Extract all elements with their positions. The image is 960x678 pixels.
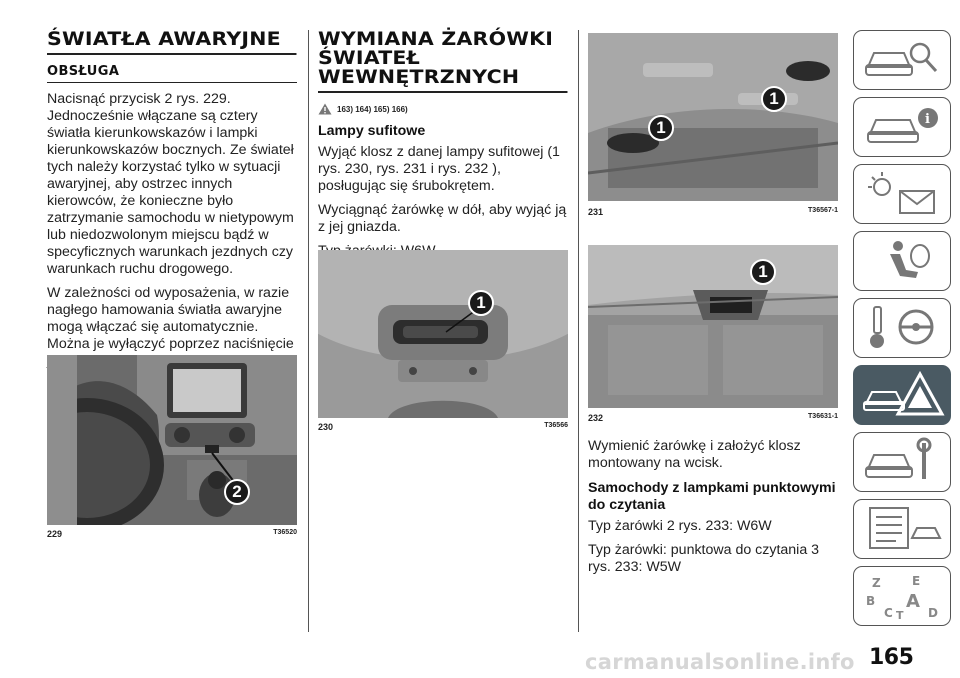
paragraph: Wyciągnąć żarówkę w dół, aby wyjąć ją z jej gniazda. (318, 202, 567, 235)
figure-number: 231 (588, 207, 604, 217)
checklist-car-icon (860, 504, 946, 554)
tab-checklist-car[interactable] (853, 499, 951, 559)
dashboard-photo (47, 355, 297, 525)
cargo-light-photo (588, 245, 838, 408)
figure-number: 230 (318, 422, 334, 432)
svg-text:A: A (906, 591, 920, 612)
paragraph: Wyjąć klosz z danej lampy sufitowej (1 rys. 230, rys. 231 i rys. 232 ), posługując się śrubokrętem. (318, 144, 560, 194)
column-divider-2 (578, 30, 579, 632)
callout-badge: 1 (648, 115, 674, 141)
warning-refs: 163) 164) 165) 166) (337, 104, 408, 114)
column-hazard-lights (47, 30, 297, 370)
column-interior-bulbs (318, 30, 568, 260)
lights-mail-icon (860, 169, 946, 219)
paragraph: Typ żarówki: punktowa do czytania 3 rys. 233: W5W (588, 542, 820, 575)
heading-line: WYMIANA ŻARÓWKI (318, 28, 554, 50)
svg-text:E: E (912, 574, 921, 588)
callout-badge: 2 (224, 479, 250, 505)
warning-triangle-icon (318, 103, 332, 115)
column-continued (588, 438, 838, 576)
tab-warning-car[interactable] (853, 365, 951, 425)
watermark: carmanualsonline.info (585, 650, 855, 674)
figure-230 (318, 250, 568, 438)
tab-key-steering[interactable] (853, 298, 951, 358)
roof-light-photo (318, 250, 568, 418)
cargo-roof-photo (588, 33, 838, 201)
paragraph: Typ żarówki 2 rys. 233: W6W (588, 518, 772, 534)
callout-badge: 1 (468, 290, 494, 316)
figure-231 (588, 33, 838, 218)
figure-number: 232 (588, 413, 604, 423)
figure-code: T36631-1 (808, 413, 838, 420)
figure-code: T36520 (273, 529, 297, 536)
callout-badge: 1 (761, 86, 787, 112)
car-search-icon (860, 35, 946, 85)
sub-heading: OBSŁUGA (47, 64, 297, 83)
tab-alphabet-index[interactable] (853, 566, 951, 626)
figure-code: T36567-1 (808, 207, 838, 214)
paragraph: W zależności od wyposażenia, w razie nagłego hamowania światła awaryjne mogą włączać się automatycznie. Można je wyłączyć poprzez naciśnięcie (47, 285, 294, 352)
figure-229 (47, 355, 297, 545)
svg-text:C: C (884, 606, 893, 620)
car-service-icon (860, 437, 946, 487)
heading-line: WEWNĘTRZNYCH (318, 66, 520, 88)
callout-badge: 1 (750, 259, 776, 285)
tab-car-service[interactable] (853, 432, 951, 492)
airbag-person-icon (860, 236, 946, 286)
page-number: 165 (869, 645, 914, 670)
tab-lights-mail[interactable] (853, 164, 951, 224)
heading-line: ŚWIATEŁ (318, 47, 421, 69)
car-info-icon (860, 102, 946, 152)
paragraph: Nacisnąć przycisk 2 rys. 229. Jednocześnie włączane są cztery światła kierunkowskazów i lampki kierunkowskazów bocznych. Ze świateł tych należy korzystać tylko w sytuacji awaryjnej, aby ostrzec innych kierowców, że konieczne było zatrzymanie samochodu w nietypowym lub niedozwolonym miejscu bądź w specyficznych warunkach jezdnych czy warunkach ruchu drogowego. (47, 91, 294, 277)
alphabet-index-icon (860, 571, 946, 621)
warning-car-icon (860, 370, 946, 420)
tab-car-info[interactable] (853, 97, 951, 157)
svg-text:T: T (896, 609, 904, 621)
subheading: Samochody z lampkami punktowymi do czytania (588, 480, 836, 513)
tab-car-search[interactable] (853, 30, 951, 90)
svg-text:B: B (866, 594, 876, 608)
tab-airbag-person[interactable] (853, 231, 951, 291)
svg-text:i: i (925, 112, 930, 127)
subheading: Lampy sufitowe (318, 123, 426, 139)
section-heading: ŚWIATŁA AWARYJNE (47, 30, 296, 55)
paragraph: Wymienić żarówkę i założyć klosz montowany na wcisk. (588, 438, 801, 471)
figure-code: T36566 (544, 422, 568, 429)
column-divider-1 (308, 30, 309, 632)
figure-number: 229 (47, 529, 63, 539)
key-steering-icon (860, 303, 946, 353)
svg-text:D: D (928, 606, 938, 620)
svg-text:Z: Z (872, 576, 881, 590)
figure-232 (588, 245, 838, 428)
section-heading (318, 30, 567, 93)
warning-reference (318, 103, 568, 115)
